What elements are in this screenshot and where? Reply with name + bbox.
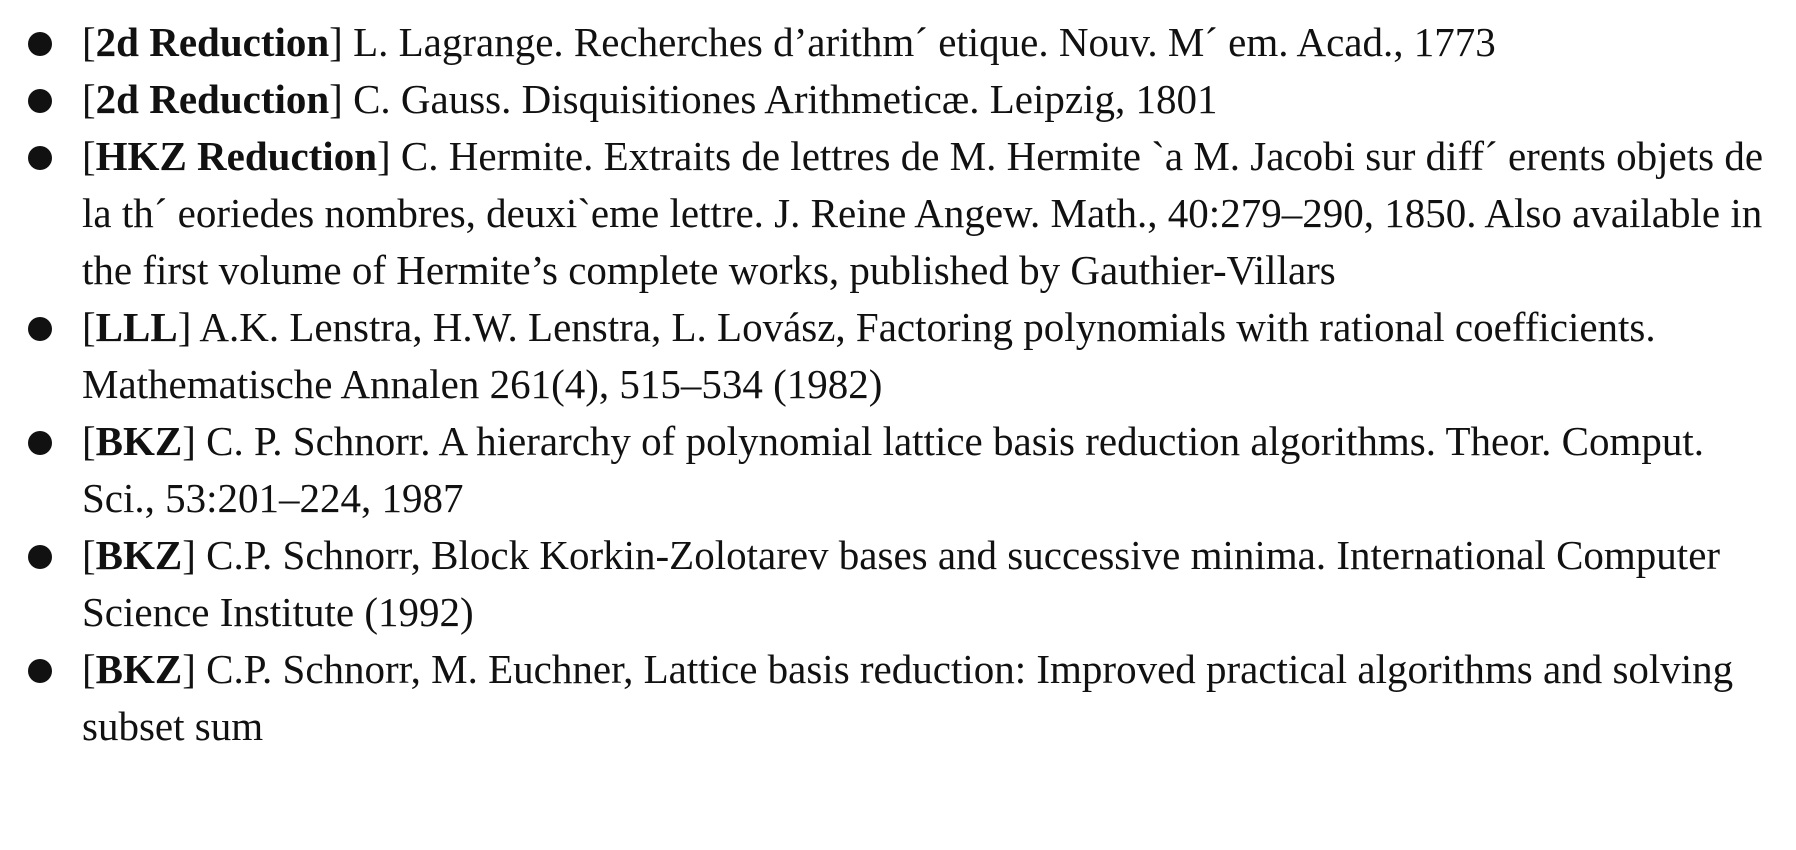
reference-text: C.P. Schnorr, M. Euchner, Lattice basis reduction: Improved practical algorithms and solving subset sum (82, 646, 1734, 749)
reference-item (26, 71, 1776, 128)
reference-tag: [LLL] (82, 304, 192, 350)
reference-text: C. Hermite. Extraits de lettres de M. Hermite `a M. Jacobi sur diff´ erents objets de la th´ eoriedes nombres, deuxi`eme lettre. J. Reine Angew. Math., 40:279–290, 1850. Also available in the first volume of Hermite’s complete works, published by Gauthier-Villars (82, 133, 1764, 293)
reference-item (26, 14, 1776, 71)
bullet-icon (28, 146, 52, 170)
reference-tag: [2d Reduction] (82, 76, 343, 122)
reference-tag-label: BKZ (95, 418, 183, 464)
reference-tag-label: 2d Reduction (95, 19, 330, 65)
reference-tag: [BKZ] (82, 646, 196, 692)
reference-item (26, 299, 1776, 413)
reference-tag-label: BKZ (95, 646, 183, 692)
reference-text: C.P. Schnorr, Block Korkin-Zolotarev bases and successive minima. International Computer Science Institute (1992) (82, 532, 1721, 635)
reference-list (26, 14, 1776, 755)
reference-tag-label: 2d Reduction (95, 76, 330, 122)
reference-text: A.K. Lenstra, H.W. Lenstra, L. Lovász, Factoring polynomials with rational coefficients. Mathematische Annalen 261(4), 515–534 (1982) (82, 304, 1656, 407)
bullet-icon (28, 545, 52, 569)
reference-tag: [2d Reduction] (82, 19, 343, 65)
reference-tag-label: BKZ (95, 532, 183, 578)
reference-tag-label: LLL (95, 304, 178, 350)
reference-item (26, 128, 1776, 299)
bullet-icon (28, 659, 52, 683)
reference-item (26, 413, 1776, 527)
reference-text: L. Lagrange. Recherches d’arithm´ etique. Nouv. M´ em. Acad., 1773 (342, 19, 1496, 65)
reference-tag-label: HKZ Reduction (95, 133, 377, 179)
reference-text: C. P. Schnorr. A hierarchy of polynomial lattice basis reduction algorithms. Theor. Comput. Sci., 53:201–224, 1987 (82, 418, 1704, 521)
bullet-icon (28, 431, 52, 455)
reference-tag: [BKZ] (82, 532, 196, 578)
bullet-icon (28, 317, 52, 341)
bullet-icon (28, 89, 52, 113)
bullet-icon (28, 32, 52, 56)
reference-item (26, 527, 1776, 641)
reference-text: C. Gauss. Disquisitiones Arithmeticæ. Leipzig, 1801 (342, 76, 1218, 122)
reference-tag: [HKZ Reduction] (82, 133, 391, 179)
reference-item (26, 641, 1776, 755)
reference-tag: [BKZ] (82, 418, 196, 464)
